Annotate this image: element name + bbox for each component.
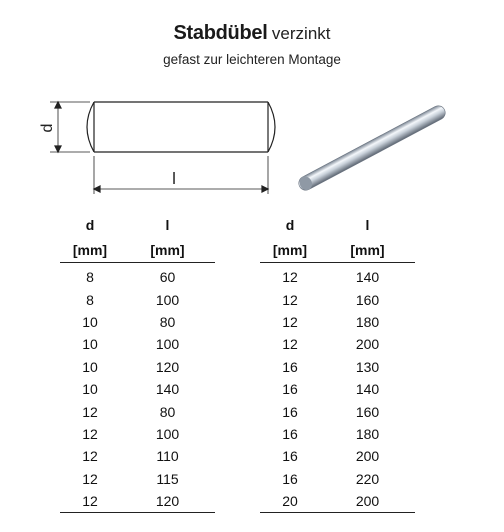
cell-length: 220: [355, 470, 380, 487]
cell-length: 160: [355, 403, 380, 420]
cell-length: 100: [155, 291, 180, 308]
table-body-left: [60, 263, 215, 513]
table-row: [60, 468, 215, 490]
unit-d: [mm]: [60, 238, 120, 263]
table-row: [260, 423, 415, 445]
table-row: [60, 490, 215, 513]
cell-length: 120: [120, 490, 215, 513]
unit-l: [mm]: [120, 238, 215, 263]
cell-diameter: 12: [82, 470, 98, 487]
table-row: [260, 356, 415, 378]
header-d: d: [85, 217, 95, 233]
unit-d: [mm]: [260, 238, 320, 263]
cell-diameter: 12: [282, 336, 298, 353]
cell-diameter: 8: [86, 269, 94, 286]
cell-diameter: 12: [82, 425, 98, 442]
cell-length: 100: [155, 425, 180, 442]
table-row: [60, 288, 215, 310]
cell-length: 180: [355, 425, 380, 442]
table-row: [60, 263, 215, 289]
size-table-right: [260, 212, 415, 513]
table-row: [60, 356, 215, 378]
table-row: [260, 263, 415, 289]
table-row: [260, 378, 415, 400]
cell-length: 200: [355, 448, 380, 465]
cell-diameter: 16: [282, 358, 298, 375]
cell-length: 200: [355, 336, 380, 353]
cell-diameter: 16: [282, 448, 298, 465]
table-row: [60, 445, 215, 467]
cell-diameter: 12: [82, 448, 98, 465]
cell-diameter: 16: [282, 470, 298, 487]
cell-length: 110: [156, 448, 179, 465]
cell-length: 115: [156, 470, 179, 487]
title-suffix: verzinkt: [271, 24, 331, 43]
cell-length: 140: [355, 381, 380, 398]
technical-drawing: [50, 102, 275, 194]
table-row: [260, 468, 415, 490]
cell-length: 180: [355, 313, 380, 330]
table-row: [260, 445, 415, 467]
cell-length: 100: [155, 336, 180, 353]
table-row: [260, 311, 415, 333]
cell-diameter: 8: [86, 291, 94, 308]
header-l: l: [365, 217, 370, 233]
table-row: [60, 400, 215, 422]
page-subtitle: gefast zur leichteren Montage: [163, 52, 341, 67]
cell-diameter: 12: [282, 269, 298, 286]
cell-diameter: 12: [82, 403, 98, 420]
dowel-drawing: [0, 86, 504, 206]
table-row: [260, 400, 415, 422]
cell-diameter: 16: [282, 381, 298, 398]
table-row: [260, 288, 415, 310]
table-body-right: [260, 263, 415, 513]
cell-length: 80: [159, 403, 176, 420]
cell-diameter: 12: [282, 291, 298, 308]
cell-diameter: 12: [282, 313, 298, 330]
cell-length: 80: [159, 313, 176, 330]
dimension-label-l: l: [172, 169, 176, 188]
cell-diameter: 10: [82, 336, 98, 353]
cell-diameter: 12: [60, 490, 120, 513]
cell-diameter: 20: [260, 490, 320, 513]
table-row: [260, 333, 415, 355]
cell-length: 130: [355, 358, 380, 375]
cell-length: 140: [355, 269, 380, 286]
cell-diameter: 10: [82, 313, 98, 330]
cell-length: 140: [155, 381, 180, 398]
dowel-pin-image: [296, 103, 447, 192]
dimension-label-d: d: [39, 123, 56, 133]
cell-length: 120: [155, 358, 180, 375]
cell-length: 60: [159, 269, 176, 286]
title-main: Stabdübel: [173, 22, 268, 44]
cell-length: 160: [355, 291, 380, 308]
table-row: [60, 333, 215, 355]
cell-diameter: 10: [82, 358, 98, 375]
table-row: [60, 311, 215, 333]
header-d: d: [285, 217, 295, 233]
cell-diameter: 10: [82, 381, 98, 398]
size-table-left: [60, 212, 215, 513]
header-l: l: [165, 217, 170, 233]
unit-l: [mm]: [320, 238, 415, 263]
table-row: [60, 378, 215, 400]
table-row: [60, 423, 215, 445]
cell-diameter: 16: [282, 425, 298, 442]
table-row: [260, 490, 415, 513]
cell-length: 200: [320, 490, 415, 513]
cell-diameter: 16: [282, 403, 298, 420]
page-title: [0, 22, 504, 45]
